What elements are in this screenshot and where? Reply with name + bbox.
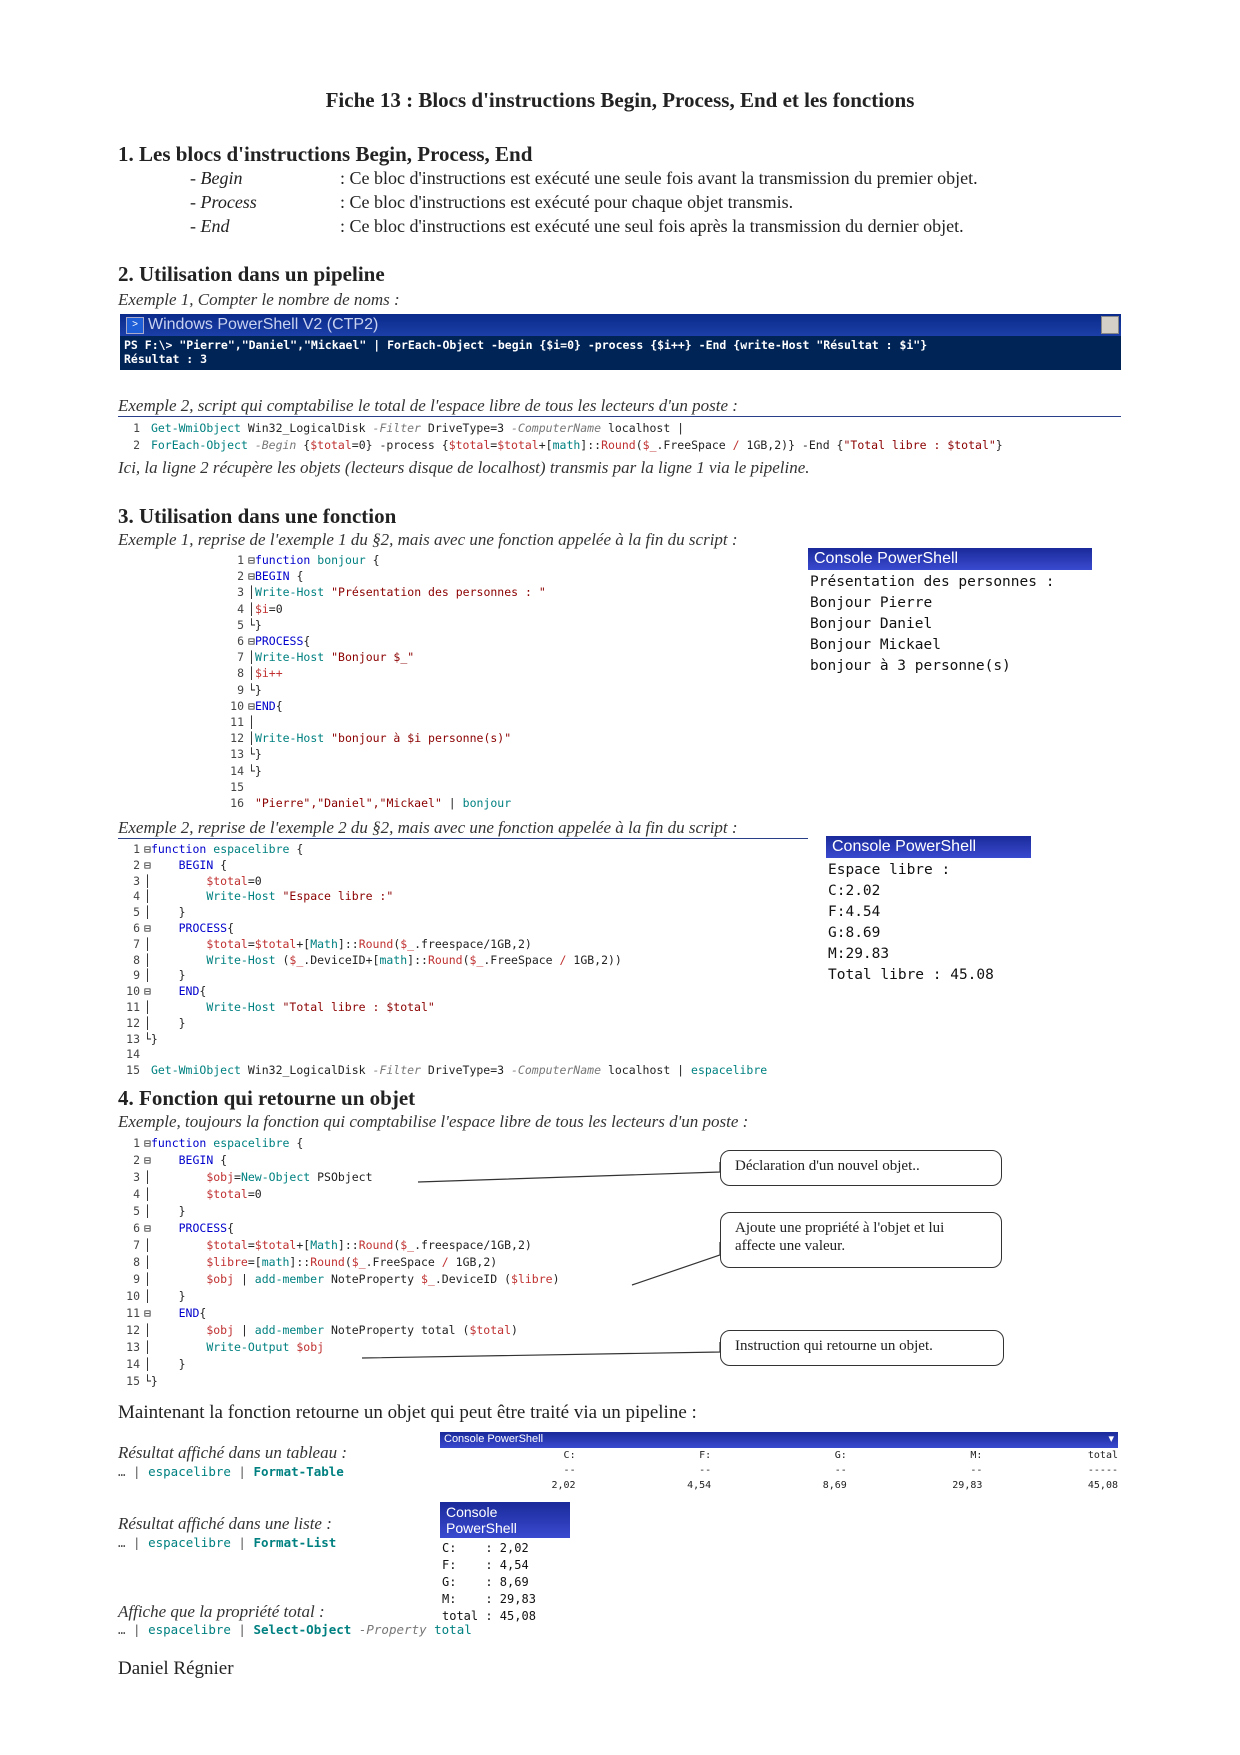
console-1: Console PowerShell Présentation des personnes : Bonjour Pierre Bonjour Daniel Bonjour Mickael bonjour à 3 personne(s) [808,548,1092,679]
console-2-output: Espace libre : C:2.02 F:4.54 G:8.69 M:29.83 Total libre : 45.08 [828,862,994,983]
callout-new-object: Déclaration d'un nouvel objet.. [720,1150,1002,1186]
example-2-note: Ici, la ligne 2 récupère les objets (lecteurs disque de localhost) transmis par la ligne 1 via le pipeline. [118,458,810,477]
example-2-label: Exemple 2, script qui comptabilise le total de l'espace libre de tous les lecteurs d'un poste : [118,396,1121,417]
property-command: … | espacelibre | Select-Object -Property total [118,1622,472,1637]
page-title: Fiche 13 : Blocs d'instructions Begin, Process, End et les fonctions [325,88,915,112]
section-3-example-2-label: Exemple 2, reprise de l'exemple 2 du §2, mais avec une fonction appelée à la fin du script : [118,818,808,839]
powershell-titlebar: > Windows PowerShell V2 (CTP2) [120,314,1121,336]
list-label: Résultat affiché dans une liste : [118,1514,332,1533]
example-1-label: Exemple 1, Compter le nombre de noms : [118,290,400,309]
section-3-heading: 3. Utilisation dans une fonction [118,504,397,528]
section-2-heading: 2. Utilisation dans un pipeline [118,262,385,286]
table-label: Résultat affiché dans un tableau : [118,1443,347,1462]
espacelibre-function-code: 1 ⊟function espacelibre { 2 ⊟ BEGIN { 3 │ $total=0 4 │ Write-Host "Espace libre :" 5 │ } 6 ⊟ PROCESS{ 7 │ $total=$total+[Math]::Round($_.freespace/1GB,2) 8 │ Write-Host ($_.DeviceID+[math]::Round($_.FreeSpace / 1GB,2)) 9 │ } 10 ⊟ END{ 11 │ Write-Host "Total libre : $total" 12 │ } 13 └} 14 15 Get-WmiObject Win32_LogicalDisk -Filter DriveType=3 -ComputerName localhost | espacelibre [126,842,768,1078]
section-4-heading: 4. Fonction qui retourne un objet [118,1086,416,1110]
powershell-output: PS F:\> "Pierre","Daniel","Mickael" | ForEach-Object -begin {$i=0} -process {$i++} -End {write-Host "Résultat : $i"} Résultat : 3 [124,338,928,366]
callout-add-property: Ajoute une propriété à l'objet et lui affecte une valeur. [720,1212,1002,1268]
list-item-begin: - Begin : Ce bloc d'instructions est exécuté une seule fois avant la transmission du premier objet. [190,168,978,188]
table-output: C: F: G: M: total -- -- -- -- ----- 2,02 4,54 8,69 29,83 45,08 [551,1450,1118,1491]
callout-return-object: Instruction qui retourne un objet. [720,1330,1004,1366]
list-item-end: - End : Ce bloc d'instructions est exécuté une seul fois après la transmission du dernier objet. [190,216,964,236]
object-function-code: 1 ⊟function espacelibre { 2 ⊟ BEGIN { 3 │ $obj=New-Object PSObject 4 │ $total=0 5 │ } 6 ⊟ PROCESS{ 7 │ $total=$total+[Math]::Round($_.freespace/1GB,2) 8 │ $libre=[math]::Round($_.FreeSpace / 1GB,2) 9 │ $obj | add-member NoteProperty $_.DeviceID ($libre) 10 │ } 11 ⊟ END{ 12 │ $obj | add-member NoteProperty total ($total) 13 │ Write-Output $obj 14 │ } 15 └} [126,1136,560,1388]
section-4-example-label: Exemple, toujours la fonction qui comptabilise l'espace libre de tous les lecteurs d'un poste : [118,1112,749,1131]
section-4-intro: Maintenant la fonction retourne un objet qui peut être traité via un pipeline : [118,1402,697,1423]
author: Daniel Régnier [118,1658,234,1679]
example-2-code: 1 Get-WmiObject Win32_LogicalDisk -Filter DriveType=3 -ComputerName localhost | 2 ForEach-Object -Begin {$total=0} -process {$total=$total+[math]::Round($_.FreeSpace / 1GB,2)} -End {"Total libre : $total"} [133,421,1003,452]
dropdown-icon[interactable]: ▾ [1108,1433,1114,1445]
table-console [440,1432,1118,1493]
list-item-process: - Process : Ce bloc d'instructions est exécuté pour chaque objet transmis. [190,192,794,212]
console-2: Console PowerShell Espace libre : C:2.02 F:4.54 G:8.69 M:29.83 Total libre : 45.08 [826,836,1031,988]
console-1-output: Présentation des personnes : Bonjour Pierre Bonjour Daniel Bonjour Mickael bonjour à 3 personne(s) [810,574,1055,674]
list-command: … | espacelibre | Format-List [118,1535,337,1550]
list-console: Console PowerShell C: : 2,02 F: : 4,54 G: : 8,69 M: : 29,83 total : 45,08 [440,1502,570,1627]
section-3-example-1-label: Exemple 1, reprise de l'exemple 1 du §2, mais avec une fonction appelée à la fin du script : [118,530,738,549]
table-console-titlebar: Console PowerShell ▾ [440,1432,1118,1448]
powershell-icon: > [126,317,144,334]
section-1-heading: 1. Les blocs d'instructions Begin, Process, End [118,142,533,166]
table-command: … | espacelibre | Format-Table [118,1464,344,1479]
bonjour-function-code: 1 ⊟function bonjour { 2 ⊟BEGIN { 3 │Write-Host "Présentation des personnes : " 4 │$i=0 5 └} 6 ⊟PROCESS{ 7 │Write-Host "Bonjour $_" 8 │$i++ 9 └} 10 ⊟END{ 11 │ 12 │Write-Host "bonjour à $i personne(s)" 13 └} 14 └} 15 16 "Pierre","Daniel","Mickael" | bonjour [230,553,546,811]
list-output: C: : 2,02 F: : 4,54 G: : 8,69 M: : 29,83 total : 45,08 [442,1541,536,1623]
property-label: Affiche que la propriété total : [118,1602,325,1621]
